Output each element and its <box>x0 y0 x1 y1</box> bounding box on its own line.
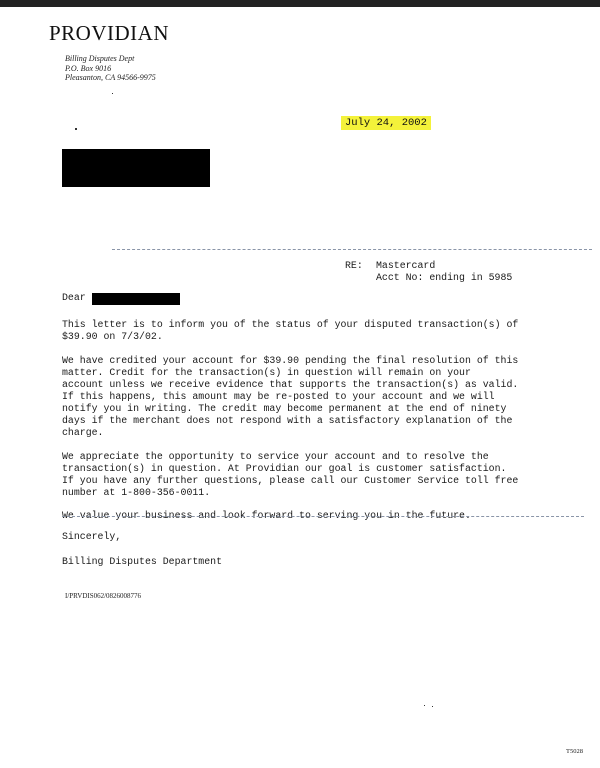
scan-speck <box>424 705 425 706</box>
sign-off: Sincerely, <box>62 531 122 542</box>
paragraph-line: We value your business and look forward to serving you in the future. <box>62 510 471 521</box>
scan-speck <box>75 128 77 130</box>
return-address <box>65 54 156 83</box>
paragraph-status <box>62 319 532 343</box>
re-card-type: Mastercard <box>376 260 436 271</box>
scan-speck <box>112 93 113 94</box>
paragraph-credit <box>62 355 532 439</box>
redacted-recipient-name <box>92 293 180 305</box>
paragraph-line: We have credited your account for $39.90 pending the final resolution of this <box>62 355 519 366</box>
re-account-number: Acct No: ending in 5985 <box>376 272 513 283</box>
salutation: Dear <box>62 292 86 303</box>
signer-department: Billing Disputes Department <box>62 556 223 567</box>
paragraph-service <box>62 451 532 499</box>
company-logo: PROVIDIAN <box>49 21 169 45</box>
scan-speck <box>432 706 433 707</box>
paragraph-line: This letter is to inform you of the status of your disputed transaction(s) of <box>62 319 519 330</box>
re-label: RE: <box>345 260 363 271</box>
paragraph-line: $39.90 on 7/3/02. <box>62 331 163 342</box>
redacted-recipient-address <box>62 149 210 187</box>
paragraph-line: account unless we receive evidence that supports the transaction(s) as valid. <box>62 379 519 390</box>
address-po-box: P.O. Box 9016 <box>65 63 112 73</box>
address-city: Pleasanton, CA 94566-9975 <box>65 73 156 82</box>
paragraph-line: We appreciate the opportunity to service your account and to resolve the <box>62 451 489 462</box>
paragraph-line: If you have any further questions, please call our Customer Service toll free <box>62 475 519 486</box>
paragraph-line: number at 1-800-356-0011. <box>62 487 211 498</box>
fold-line <box>62 516 584 517</box>
fold-line <box>112 249 592 250</box>
paragraph-line: days if the merchant does not respond with a satisfactory explanation of the <box>62 415 513 426</box>
paragraph-line: notify you in writing. The credit may become permanent at the end of ninety <box>62 403 507 414</box>
paragraph-line: transaction(s) in question. At Providian our goal is customer satisfaction. <box>62 463 507 474</box>
scan-top-edge <box>0 0 600 7</box>
paragraph-line: charge. <box>62 427 104 438</box>
paragraph-line: matter. Credit for the transaction(s) in question will remain on your <box>62 367 471 378</box>
letter-date: July 24, 2002 <box>341 116 431 130</box>
page-code: T5028 <box>566 748 583 755</box>
reference-code: I/PRVDIS062/0826008776 <box>65 592 142 600</box>
address-dept: Billing Disputes Dept <box>65 54 135 63</box>
paragraph-line: If this happens, this amount may be re-posted to your account and we will <box>62 391 495 402</box>
